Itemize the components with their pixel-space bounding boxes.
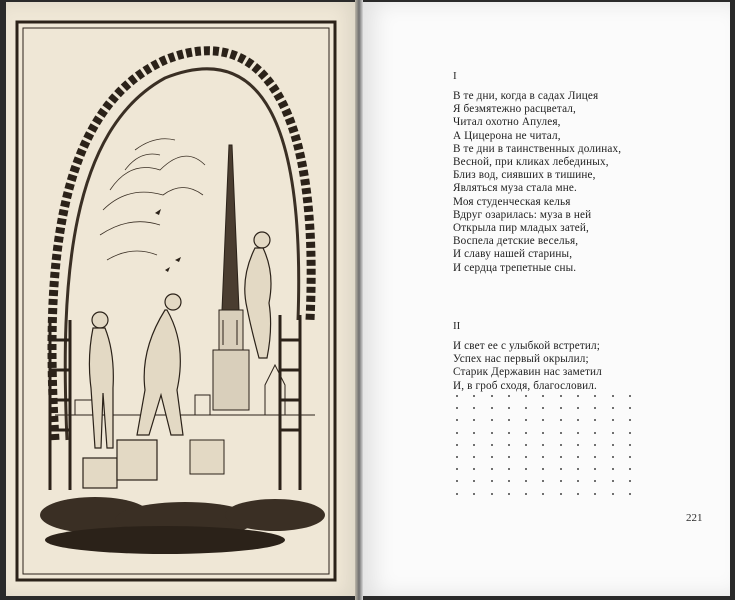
- dot: [577, 456, 579, 458]
- dot: [491, 432, 493, 434]
- dot: [456, 407, 458, 409]
- dot: [542, 444, 544, 446]
- dot: [525, 432, 527, 434]
- dot: [473, 493, 475, 495]
- dot: [629, 444, 631, 446]
- dot: [525, 407, 527, 409]
- trellis-right: [280, 315, 300, 490]
- dot: [525, 468, 527, 470]
- verse-line: И сердца трепетные сны.: [453, 261, 577, 274]
- pedestal-right: [190, 440, 224, 474]
- verse-line: В те дни в таинственных долинах,: [453, 142, 622, 155]
- dot: [612, 419, 614, 421]
- dot: [594, 480, 596, 482]
- dot: [473, 480, 475, 482]
- dot: [612, 444, 614, 446]
- dot: [491, 456, 493, 458]
- dot: [508, 432, 510, 434]
- dot: [577, 395, 579, 397]
- dot: [594, 407, 596, 409]
- dot: [560, 456, 562, 458]
- dot: [473, 395, 475, 397]
- dot: [508, 407, 510, 409]
- dot-row: [456, 390, 631, 402]
- dot: [542, 432, 544, 434]
- verse-line: И славу нашей старины,: [453, 248, 573, 261]
- dot: [491, 395, 493, 397]
- dot: [491, 419, 493, 421]
- dot-row: [456, 451, 631, 463]
- dot: [542, 419, 544, 421]
- verse-line: И, в гроб сходя, благословил.: [453, 379, 597, 392]
- dot: [560, 432, 562, 434]
- dot-row: [456, 402, 631, 414]
- dot: [594, 419, 596, 421]
- dot: [542, 395, 544, 397]
- dot: [629, 468, 631, 470]
- dot: [594, 432, 596, 434]
- dot: [542, 456, 544, 458]
- dot: [473, 456, 475, 458]
- verse-line: Весной, при кликах лебединых,: [453, 156, 609, 169]
- dot: [560, 493, 562, 495]
- dot: [577, 480, 579, 482]
- dot-row: [456, 439, 631, 451]
- dot: [525, 395, 527, 397]
- dot: [577, 444, 579, 446]
- foreground-bushes: [40, 497, 325, 554]
- dot: [508, 493, 510, 495]
- dot: [525, 480, 527, 482]
- dot: [612, 480, 614, 482]
- dot: [629, 493, 631, 495]
- dot: [525, 493, 527, 495]
- section-number-1: I: [453, 70, 457, 82]
- clouds: [100, 139, 205, 260]
- dot: [456, 395, 458, 397]
- dot: [594, 493, 596, 495]
- dot: [560, 444, 562, 446]
- dot: [542, 493, 544, 495]
- birds: [155, 209, 181, 272]
- dot: [473, 407, 475, 409]
- omission-dots: [456, 390, 631, 500]
- verse-line: Близ вод, сиявших в тишине,: [453, 169, 596, 182]
- dot: [525, 419, 527, 421]
- dot: [560, 419, 562, 421]
- dot: [577, 407, 579, 409]
- dot: [473, 468, 475, 470]
- dot: [542, 480, 544, 482]
- dot: [456, 468, 458, 470]
- section-number-2: II: [453, 320, 461, 332]
- statue-center: [117, 294, 183, 480]
- dot: [456, 480, 458, 482]
- verse-line: Старик Державин нас заметил: [453, 366, 602, 379]
- dot: [508, 468, 510, 470]
- verse-line: А Цицерона не читал,: [453, 129, 561, 142]
- verse-line: И свет ее с улыбкой встретил;: [453, 340, 601, 352]
- dot: [525, 444, 527, 446]
- dot: [612, 493, 614, 495]
- dot: [577, 468, 579, 470]
- dot: [629, 480, 631, 482]
- engraving-illustration: [15, 20, 340, 585]
- dot: [456, 432, 458, 434]
- book-gutter: [355, 0, 363, 600]
- verse-line: Воспела детские веселья,: [453, 235, 579, 248]
- dot: [560, 395, 562, 397]
- dot: [594, 444, 596, 446]
- dot: [560, 407, 562, 409]
- cathedral-spire: [213, 145, 249, 410]
- verse-line: Я безмятежно расцветал,: [453, 103, 576, 116]
- dot: [473, 432, 475, 434]
- statue-muse: [245, 232, 271, 358]
- dot: [491, 493, 493, 495]
- dot: [612, 468, 614, 470]
- page-number: 221: [686, 512, 703, 524]
- dot: [594, 456, 596, 458]
- dot: [491, 468, 493, 470]
- dot: [491, 407, 493, 409]
- dot: [456, 456, 458, 458]
- verse-line: Открыла пир младых затей,: [453, 222, 589, 235]
- dot: [629, 395, 631, 397]
- dot-row: [456, 488, 631, 500]
- dot: [560, 468, 562, 470]
- dot: [612, 456, 614, 458]
- dot: [456, 493, 458, 495]
- dot: [508, 419, 510, 421]
- dot: [508, 480, 510, 482]
- dot: [612, 407, 614, 409]
- dot: [542, 407, 544, 409]
- dot: [508, 456, 510, 458]
- dot: [629, 432, 631, 434]
- dot-row: [456, 414, 631, 426]
- dot: [577, 493, 579, 495]
- verse-line: Вдруг озарилась: муза в ней: [453, 208, 592, 221]
- dot: [629, 419, 631, 421]
- dot: [594, 395, 596, 397]
- verse-line: В те дни, когда в садах Лицея: [453, 90, 599, 102]
- dot-row: [456, 427, 631, 439]
- dot: [473, 444, 475, 446]
- dot: [473, 419, 475, 421]
- stanza-2: [453, 340, 693, 393]
- dot: [456, 419, 458, 421]
- verse-line: Моя студенческая келья: [453, 195, 571, 208]
- dot: [525, 456, 527, 458]
- verse-line: Успех нас первый окрылил;: [453, 353, 589, 366]
- dot: [577, 432, 579, 434]
- stanza-1: [453, 90, 693, 275]
- dot: [629, 456, 631, 458]
- dot: [456, 444, 458, 446]
- dot: [508, 395, 510, 397]
- dot: [560, 480, 562, 482]
- dot-row: [456, 463, 631, 475]
- dot: [594, 468, 596, 470]
- dot: [612, 395, 614, 397]
- verse-line: Читал охотно Апулея,: [453, 116, 561, 129]
- verse-line: Являться муза стала мне.: [453, 182, 577, 195]
- dot-row: [456, 475, 631, 487]
- dot: [491, 444, 493, 446]
- dot: [491, 480, 493, 482]
- dot: [542, 468, 544, 470]
- dot: [577, 419, 579, 421]
- dot: [629, 407, 631, 409]
- dot: [612, 432, 614, 434]
- dot: [508, 444, 510, 446]
